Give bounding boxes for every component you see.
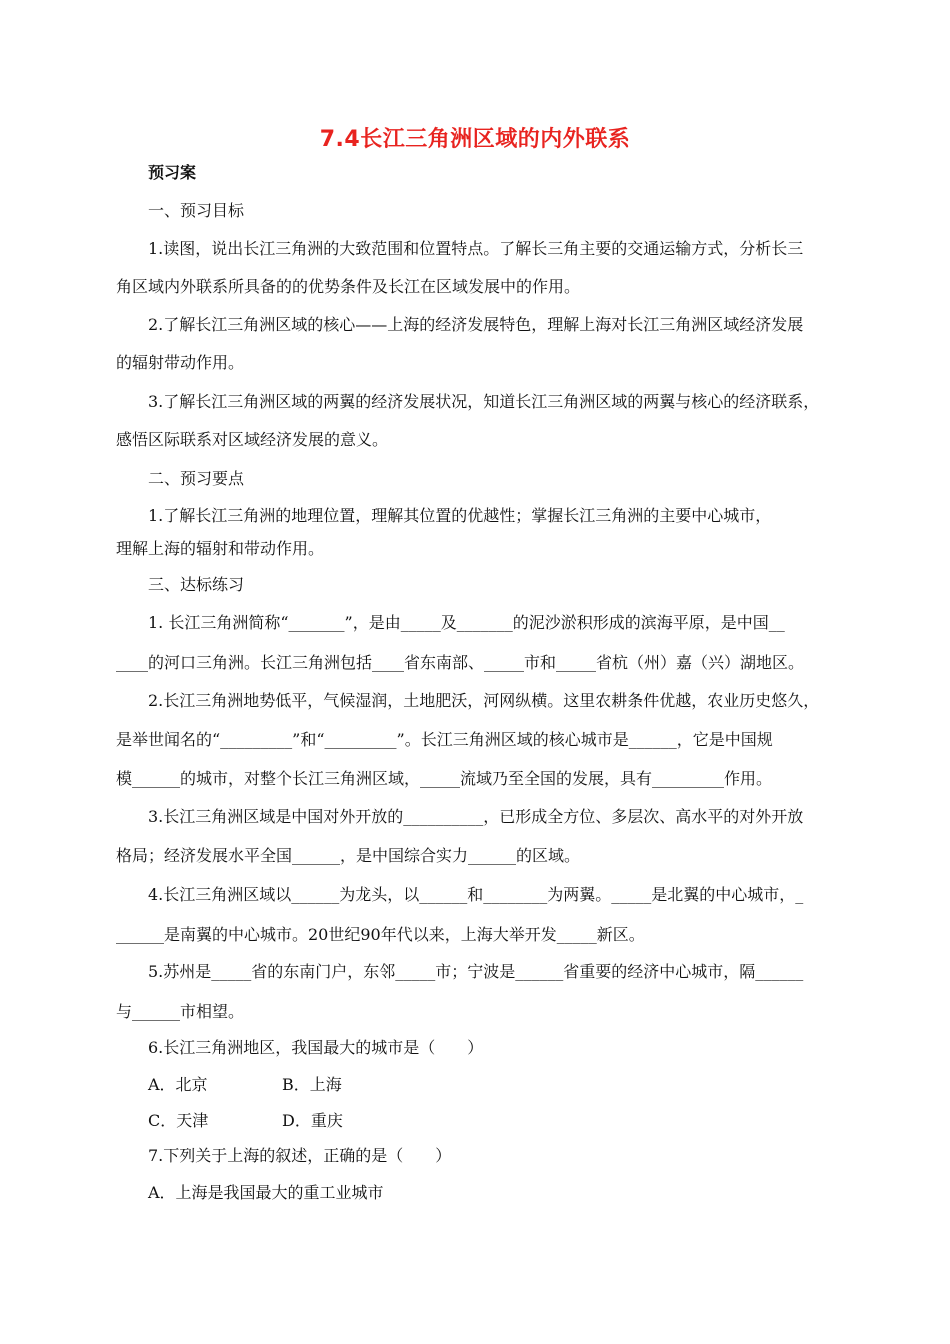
objective-2-line-2: 的辐射带动作用。: [116, 353, 245, 372]
question-2-line-1: 2.长江三角洲地势低平，气候湿润，土地肥沃，河网纵横。这里农耕条件优越，农业历史悠久，: [148, 691, 820, 710]
heading-key-points: 二、预习要点: [148, 469, 245, 488]
key-point-1-line-2: 理解上海的辐射和带动作用。: [116, 539, 325, 558]
question-1-line-2: ____的河口三角洲。长江三角洲包括____省东南部、_____市和_____省杭（州）嘉（兴）湖地区。: [116, 653, 805, 672]
question-6-stem: 6.长江三角洲地区，我国最大的城市是（ ）: [148, 1038, 484, 1057]
question-7-stem: 7.下列关于上海的叙述，正确的是（ ）: [148, 1146, 452, 1165]
question-5-line-1: 5.苏州是_____省的东南门户，东邻_____市；宁波是______省重要的经济中心城市，隔______: [148, 962, 804, 981]
question-2-line-3: 模______的城市，对整个长江三角洲区域，_____流域乃至全国的发展，具有_________作用。: [116, 769, 773, 788]
question-6-option-c: C．天津: [148, 1111, 209, 1130]
section-heading: 预习案: [148, 163, 197, 182]
objective-1-line-1: 1.读图，说出长江三角洲的大致范围和位置特点。了解长三角主要的交通运输方式，分析长三: [148, 239, 804, 258]
question-6-option-d: D．重庆: [282, 1111, 343, 1130]
question-4-line-2: ______是南翼的中心城市。20世纪90年代以来，上海大举开发_____新区。: [116, 925, 645, 944]
objective-1-line-2: 角区域内外联系所具备的的优势条件及长江在区域发展中的作用。: [116, 277, 581, 296]
question-3-line-1: 3.长江三角洲区域是中国对外开放的__________，已形成全方位、多层次、高水平的对外开放: [148, 807, 804, 826]
question-2-line-2: 是举世闻名的“_________”和“_________”。长江三角洲区域的核心城市是______，它是中国规: [116, 730, 773, 749]
question-4-line-1: 4.长江三角洲区域以______为龙头，以______和________为两翼。_____是北翼的中心城市，_: [148, 885, 804, 904]
question-7-option-a: A．上海是我国最大的重工业城市: [148, 1183, 384, 1202]
question-1-line-1: 1. 长江三角洲简称“_______”，是由_____及_______的泥沙淤积形成的滨海平原，是中国__: [148, 613, 785, 632]
objective-3-line-2: 感悟区际联系对区域经济发展的意义。: [116, 430, 389, 449]
heading-exercises: 三、达标练习: [148, 575, 245, 594]
key-point-1-line-1: 1.了解长江三角洲的地理位置，理解其位置的优越性；掌握长江三角洲的主要中心城市，: [148, 506, 772, 525]
question-6-option-a: A．北京: [148, 1075, 208, 1094]
heading-objectives: 一、预习目标: [148, 201, 245, 220]
objective-2-line-1: 2.了解长江三角洲区域的核心——上海的经济发展特色，理解上海对长江三角洲区域经济发展: [148, 315, 804, 334]
question-5-line-2: 与______市相望。: [116, 1002, 245, 1021]
page-title: 7.4长江三角洲区域的内外联系: [319, 127, 631, 152]
question-3-line-2: 格局；经济发展水平全国______，是中国综合实力______的区域。: [116, 846, 581, 865]
question-6-option-b: B．上海: [282, 1075, 342, 1094]
objective-3-line-1: 3.了解长江三角洲区域的两翼的经济发展状况，知道长江三角洲区域的两翼与核心的经济联系，: [148, 392, 820, 411]
